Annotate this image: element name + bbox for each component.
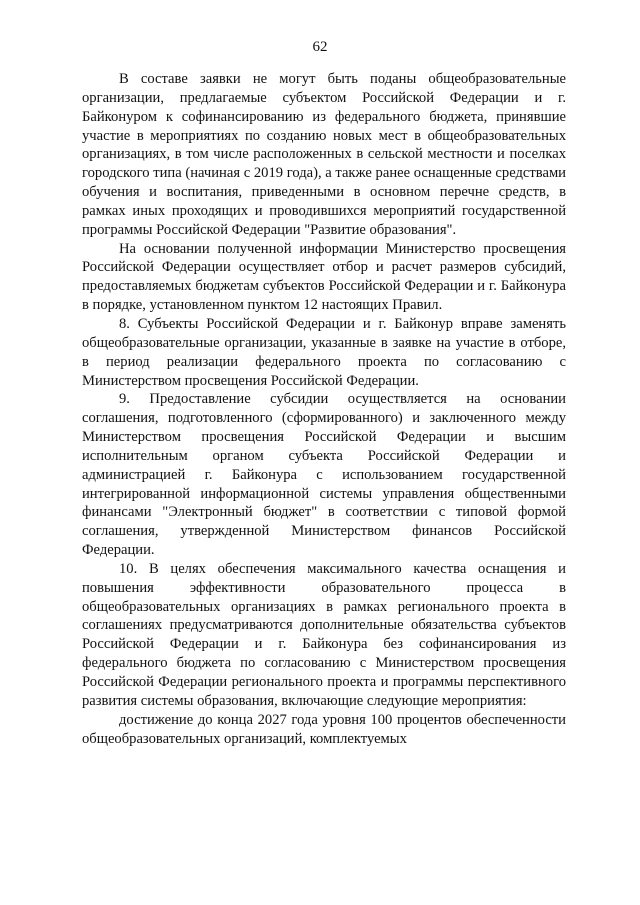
paragraph-item-8: 8. Субъекты Российской Федерации и г. Байконур вправе заменять общеобразовательные организации, указанные в заявке на участие в отборе, в период реализации федерального проекта по согласованию с Министерством просвещения Российской Федерации. (82, 315, 566, 389)
page-number: 62 (312, 39, 328, 55)
paragraph-achievement: достижение до конца 2027 года уровня 100 процентов обеспеченности общеобразовательных организаций, комплектуемых (82, 711, 566, 747)
document-body (82, 70, 566, 748)
paragraph-selection-basis: На основании полученной информации Министерство просвещения Российской Федерации осуществляет отбор и расчет размеров субсидий, предоставляемых бюджетам субъектов Российской Федерации и г. Байконура в порядке, установленном пунктом 12 настоящих Правил. (82, 240, 566, 314)
paragraph-item-10: 10. В целях обеспечения максимального качества оснащения и повышения эффективности образовательного процесса в общеобразовательных организациях в рамках регионального проекта в соглашениях предусматриваются дополнительные обязательства субъектов Российской Федерации и г. Байконура без софинансирования из федерального бюджета по согласованию с Министерством просвещения Российской Федерации регионального проекта и программы перспективного развития системы образования, включающие следующие мероприятия: (82, 560, 566, 709)
paragraph-item-9: 9. Предоставление субсидии осуществляется на основании соглашения, подготовленного (сформированного) и заключенного между Министерством просвещения Российской Федерации и высшим исполнительным органом субъекта Российской Федерации и администрацией г. Байконура с использованием государственной интегрированной информационной системы управления общественными финансами "Электронный бюджет" в соответствии с типовой формой соглашения, утвержденной Министерством финансов Российской Федерации. (82, 391, 566, 559)
paragraph-application-restrictions: В составе заявки не могут быть поданы общеобразовательные организации, предлагаемые субъектом Российской Федерации и г. Байконуром к софинансированию из федерального бюджета, принявшие участие в мероприятиях по созданию новых мест в общеобразовательных организациях, в том числе расположенных в сельской местности и поселках городского типа (начиная с 2019 года), а также ранее оснащенные средствами обучения и воспитания, приведенными в основном перечне средств, в рамках иных проходящих и проводившихся мероприятий государственной программы Российской Федерации "Развитие образования". (82, 71, 566, 238)
